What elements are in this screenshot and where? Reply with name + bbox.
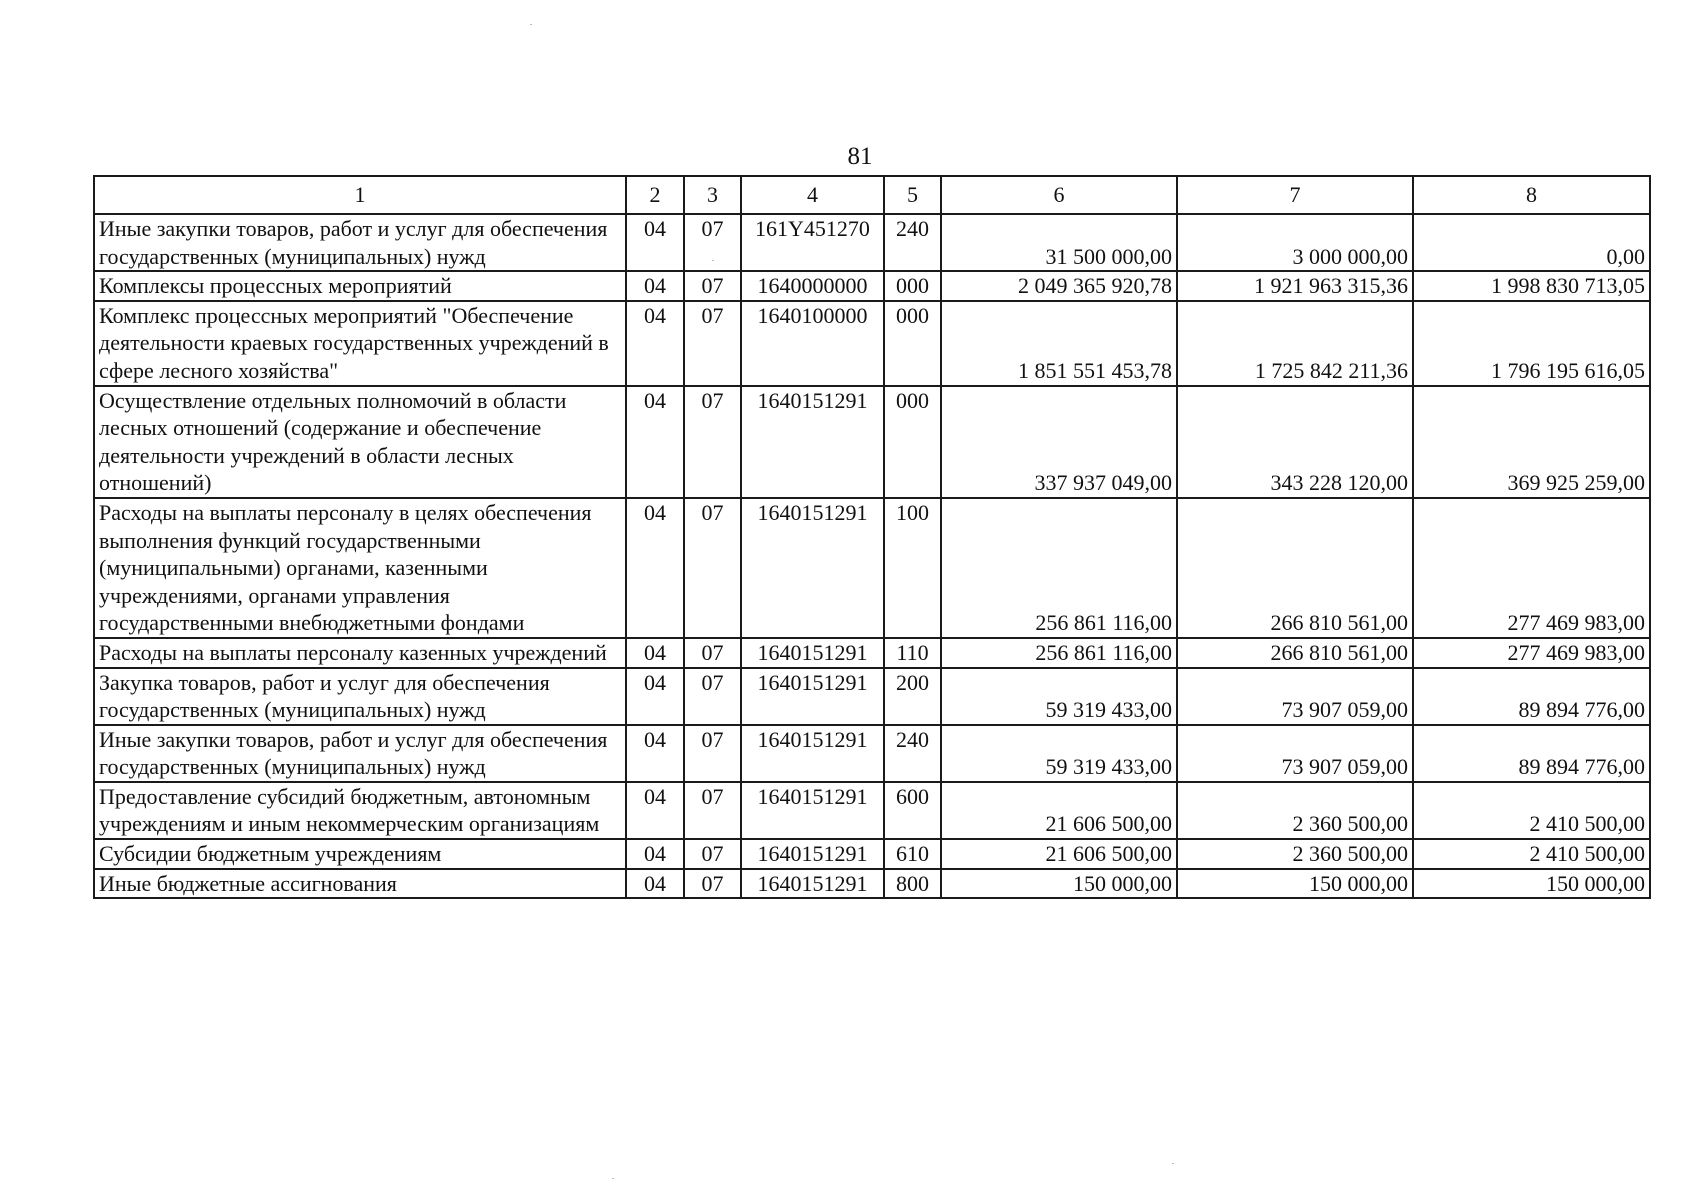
- expense-type-code: 800: [884, 869, 941, 899]
- amount-col-6: 31 500 000,00: [941, 214, 1177, 271]
- column-header: 1: [94, 176, 626, 214]
- target-article-code: 1640151291: [741, 638, 884, 668]
- expense-type-code: 600: [884, 782, 941, 839]
- row-label: Расходы на выплаты персоналу казенных учреждений: [94, 638, 626, 668]
- row-label: Расходы на выплаты персоналу в целях обеспечения выполнения функций государственными (муниципальными) органами, казенными учреждениями, органами управления государственными внебюджетными фондами: [94, 498, 626, 638]
- table-row: [94, 782, 1650, 839]
- subsection-code: 07: [684, 214, 741, 271]
- amount-col-8: 1 796 195 616,05: [1413, 301, 1650, 386]
- table-row: [94, 301, 1650, 386]
- target-article-code: 1640151291: [741, 782, 884, 839]
- subsection-code: 07: [684, 498, 741, 638]
- subsection-code: 07: [684, 668, 741, 725]
- row-label: Иные закупки товаров, работ и услуг для обеспечения государственных (муниципальных) нужд: [94, 214, 626, 271]
- amount-col-7: 2 360 500,00: [1177, 839, 1413, 869]
- amount-col-6: 59 319 433,00: [941, 668, 1177, 725]
- expense-type-code: 110: [884, 638, 941, 668]
- target-article-code: 1640151291: [741, 386, 884, 498]
- section-code: 04: [626, 638, 684, 668]
- subsection-code: 07: [684, 869, 741, 899]
- table-row: [94, 725, 1650, 782]
- row-label: Иные бюджетные ассигнования: [94, 869, 626, 899]
- table-header-row: [94, 176, 1650, 214]
- section-code: 04: [626, 869, 684, 899]
- amount-col-7: 73 907 059,00: [1177, 668, 1413, 725]
- section-code: 04: [626, 498, 684, 638]
- amount-col-6: 59 319 433,00: [941, 725, 1177, 782]
- row-label: Предоставление субсидий бюджетным, автономным учреждениям и иным некоммерческим организациям: [94, 782, 626, 839]
- budget-table: [93, 175, 1651, 899]
- column-header: 6: [941, 176, 1177, 214]
- amount-col-8: 277 469 983,00: [1413, 638, 1650, 668]
- table-row: [94, 386, 1650, 498]
- amount-col-6: 1 851 551 453,78: [941, 301, 1177, 386]
- target-article-code: 1640100000: [741, 301, 884, 386]
- section-code: 04: [626, 271, 684, 301]
- amount-col-7: 150 000,00: [1177, 869, 1413, 899]
- amount-col-7: 3 000 000,00: [1177, 214, 1413, 271]
- amount-col-6: 21 606 500,00: [941, 782, 1177, 839]
- column-header: 7: [1177, 176, 1413, 214]
- subsection-code: 07: [684, 386, 741, 498]
- row-label: Иные закупки товаров, работ и услуг для обеспечения государственных (муниципальных) нужд: [94, 725, 626, 782]
- row-label: Закупка товаров, работ и услуг для обеспечения государственных (муниципальных) нужд: [94, 668, 626, 725]
- table-row: [94, 839, 1650, 869]
- amount-col-7: 266 810 561,00: [1177, 498, 1413, 638]
- amount-col-6: 2 049 365 920,78: [941, 271, 1177, 301]
- amount-col-8: 2 410 500,00: [1413, 839, 1650, 869]
- amount-col-7: 1 921 963 315,36: [1177, 271, 1413, 301]
- amount-col-6: 150 000,00: [941, 869, 1177, 899]
- target-article-code: 1640151291: [741, 839, 884, 869]
- amount-col-6: 21 606 500,00: [941, 839, 1177, 869]
- amount-col-6: 256 861 116,00: [941, 498, 1177, 638]
- target-article-code: 1640151291: [741, 498, 884, 638]
- section-code: 04: [626, 214, 684, 271]
- section-code: 04: [626, 839, 684, 869]
- page-number: 81: [847, 143, 873, 170]
- amount-col-8: 1 998 830 713,05: [1413, 271, 1650, 301]
- section-code: 04: [626, 301, 684, 386]
- expense-type-code: 610: [884, 839, 941, 869]
- amount-col-6: 337 937 049,00: [941, 386, 1177, 498]
- subsection-code: 07: [684, 725, 741, 782]
- target-article-code: 161Y451270: [741, 214, 884, 271]
- expense-type-code: 000: [884, 386, 941, 498]
- amount-col-8: 150 000,00: [1413, 869, 1650, 899]
- subsection-code: 07: [684, 839, 741, 869]
- expense-type-code: 240: [884, 725, 941, 782]
- column-header: 2: [626, 176, 684, 214]
- amount-col-8: 89 894 776,00: [1413, 668, 1650, 725]
- expense-type-code: 100: [884, 498, 941, 638]
- target-article-code: 1640151291: [741, 725, 884, 782]
- row-label: Субсидии бюджетным учреждениям: [94, 839, 626, 869]
- amount-col-6: 256 861 116,00: [941, 638, 1177, 668]
- subsection-code: 07: [684, 271, 741, 301]
- amount-col-7: 343 228 120,00: [1177, 386, 1413, 498]
- amount-col-8: 369 925 259,00: [1413, 386, 1650, 498]
- expense-type-code: 000: [884, 301, 941, 386]
- column-header: 3: [684, 176, 741, 214]
- table-row: [94, 869, 1650, 899]
- amount-col-8: 0,00: [1413, 214, 1650, 271]
- row-label: Осуществление отдельных полномочий в области лесных отношений (содержание и обеспечение деятельности учреждений в области лесных отношений): [94, 386, 626, 498]
- amount-col-7: 73 907 059,00: [1177, 725, 1413, 782]
- amount-col-8: 277 469 983,00: [1413, 498, 1650, 638]
- subsection-code: 07: [684, 638, 741, 668]
- row-label: Комплексы процессных мероприятий: [94, 271, 626, 301]
- table-row: [94, 668, 1650, 725]
- subsection-code: 07: [684, 301, 741, 386]
- amount-col-8: 89 894 776,00: [1413, 725, 1650, 782]
- section-code: 04: [626, 782, 684, 839]
- expense-type-code: 240: [884, 214, 941, 271]
- amount-col-7: 266 810 561,00: [1177, 638, 1413, 668]
- section-code: 04: [626, 668, 684, 725]
- amount-col-8: 2 410 500,00: [1413, 782, 1650, 839]
- expense-type-code: 000: [884, 271, 941, 301]
- table-row: [94, 271, 1650, 301]
- table-row: [94, 498, 1650, 638]
- section-code: 04: [626, 725, 684, 782]
- amount-col-7: 1 725 842 211,36: [1177, 301, 1413, 386]
- column-header: 4: [741, 176, 884, 214]
- section-code: 04: [626, 386, 684, 498]
- table-row: [94, 638, 1650, 668]
- target-article-code: 1640000000: [741, 271, 884, 301]
- target-article-code: 1640151291: [741, 668, 884, 725]
- subsection-code: 07: [684, 782, 741, 839]
- expense-type-code: 200: [884, 668, 941, 725]
- amount-col-7: 2 360 500,00: [1177, 782, 1413, 839]
- row-label: Комплекс процессных мероприятий "Обеспечение деятельности краевых государственных учреждений в сфере лесного хозяйства": [94, 301, 626, 386]
- column-header: 5: [884, 176, 941, 214]
- target-article-code: 1640151291: [741, 869, 884, 899]
- column-header: 8: [1413, 176, 1650, 214]
- table-row: [94, 214, 1650, 271]
